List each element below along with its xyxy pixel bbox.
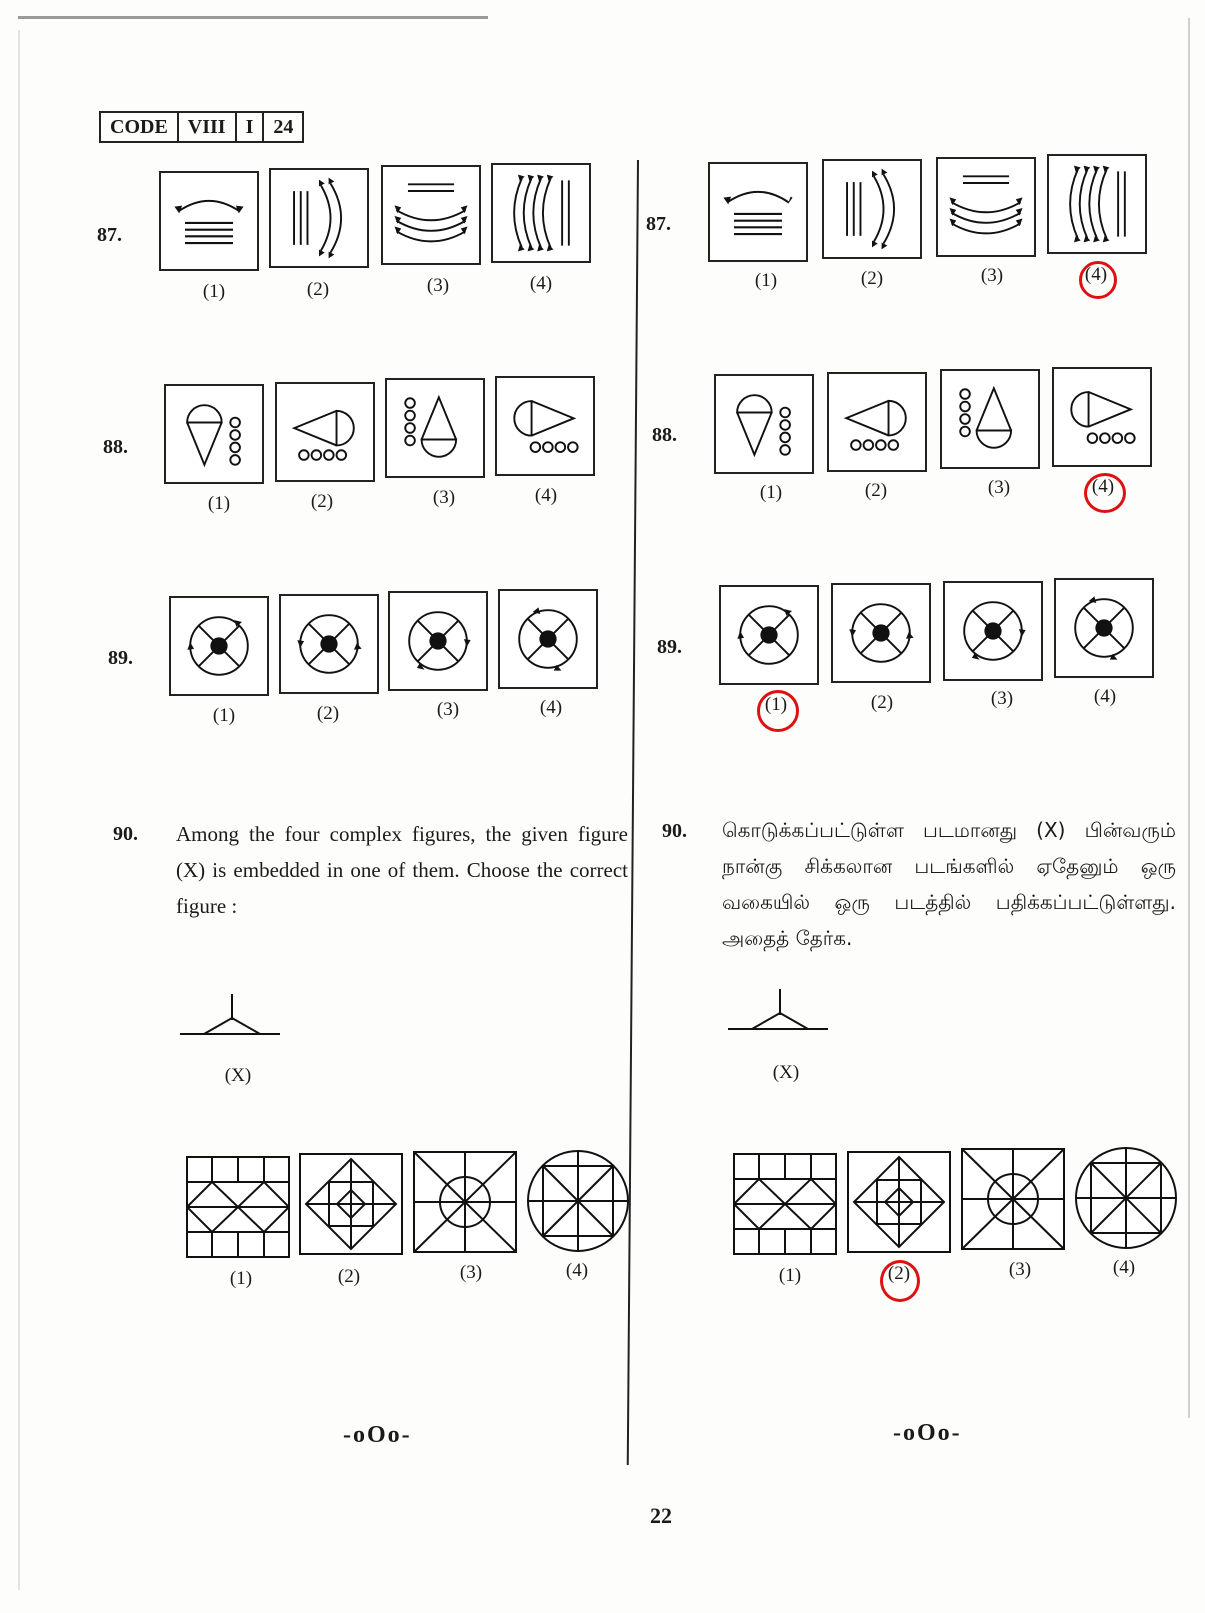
marked-answer-label: (2) <box>887 1263 911 1284</box>
option-label: (2) <box>316 703 340 724</box>
q89-right-option-4 <box>1054 578 1154 678</box>
q88-left-option-3 <box>385 378 485 478</box>
question-number: 87. <box>646 213 671 235</box>
q87-right-option-1 <box>708 162 808 262</box>
question-number: 90. <box>662 820 687 842</box>
q89-left-option-2 <box>279 594 379 694</box>
question-number: 88. <box>103 436 128 458</box>
option-label: (2) <box>860 268 884 289</box>
q90-right-figure-x <box>728 985 832 1041</box>
scan-edge-top <box>18 16 488 19</box>
code-cell: CODE <box>101 113 179 141</box>
option-label: (4) <box>534 485 558 506</box>
q90-right-option-1 <box>733 1153 837 1255</box>
question-number: 87. <box>97 224 122 246</box>
option-label: (3) <box>980 265 1004 286</box>
option-label: (2) <box>310 491 334 512</box>
scan-edge-right <box>1188 18 1190 1418</box>
marked-answer-label: (4) <box>1084 264 1108 285</box>
question-number: 90. <box>113 823 138 845</box>
q88-right-option-4 <box>1052 367 1152 467</box>
option-label: (4) <box>1093 686 1117 707</box>
q89-left-option-1 <box>169 596 269 696</box>
code-cell: I <box>237 113 265 141</box>
q88-right-option-2 <box>827 372 927 472</box>
option-label: (2) <box>870 692 894 713</box>
q90-left-option-4 <box>526 1149 630 1253</box>
option-label: (3) <box>987 477 1011 498</box>
option-label: (3) <box>432 487 456 508</box>
answer-circle-mark <box>757 690 799 732</box>
question-number: 88. <box>652 424 677 446</box>
option-label: (3) <box>436 699 460 720</box>
question-number: 89. <box>657 636 682 658</box>
option-label: (1) <box>778 1265 802 1286</box>
marked-answer-label: (1) <box>764 694 788 715</box>
q89-right-option-2 <box>831 583 931 683</box>
end-mark: -oOo- <box>343 1422 412 1448</box>
q90-left-figure-x <box>180 990 284 1046</box>
q88-right-option-1 <box>714 374 814 474</box>
q87-left-option-4 <box>491 163 591 263</box>
option-label: (3) <box>459 1262 483 1283</box>
q90-left-option-3 <box>413 1151 517 1253</box>
question-number: 89. <box>108 647 133 669</box>
figure-x-label: (X) <box>772 1062 800 1083</box>
answer-circle-mark <box>880 1260 920 1302</box>
q90-text-tamil: கொடுக்கப்பட்டுள்ள படமானது (X) பின்வரும் நான்கு சிக்கலான படங்களில் ஏதேனும் ஒரு வகையில் ஒரு படத்தில் பதிக்கப்பட்டுள்ளது. அதைத் தேர்க. <box>722 818 1176 950</box>
q90-right-option-4 <box>1074 1146 1178 1250</box>
option-label: (4) <box>565 1260 589 1281</box>
scan-edge-left <box>18 30 20 1590</box>
q87-right-option-2 <box>822 159 922 259</box>
q89-right-option-1 <box>719 585 819 685</box>
q88-left-option-2 <box>275 382 375 482</box>
q87-right-option-3 <box>936 157 1036 257</box>
option-label: (3) <box>1008 1259 1032 1280</box>
q87-right-option-4 <box>1047 154 1147 254</box>
q90-left-option-1 <box>186 1156 290 1258</box>
code-cell: VIII <box>179 113 237 141</box>
option-label: (1) <box>202 281 226 302</box>
option-label: (1) <box>759 482 783 503</box>
column-divider <box>627 160 639 1465</box>
option-label: (2) <box>337 1266 361 1287</box>
figure-x-label: (X) <box>224 1065 252 1086</box>
option-label: (4) <box>539 697 563 718</box>
end-mark: -oOo- <box>893 1420 962 1446</box>
answer-circle-mark <box>1084 473 1126 513</box>
option-label: (1) <box>207 493 231 514</box>
option-label: (1) <box>754 270 778 291</box>
option-label: (2) <box>864 480 888 501</box>
q89-left-option-4 <box>498 589 598 689</box>
option-label: (4) <box>1112 1257 1136 1278</box>
option-label: (3) <box>426 275 450 296</box>
code-box <box>99 111 304 143</box>
answer-circle-mark <box>1079 261 1117 299</box>
marked-answer-label: (4) <box>1091 476 1115 497</box>
option-label: (1) <box>229 1268 253 1289</box>
code-cell: 24 <box>273 116 294 138</box>
q89-right-option-3 <box>943 581 1043 681</box>
q88-left-option-4 <box>495 376 595 476</box>
q89-left-option-3 <box>388 591 488 691</box>
q90-right-option-2 <box>847 1151 951 1253</box>
q90-left-option-2 <box>299 1153 403 1255</box>
q87-left-option-2 <box>269 168 369 268</box>
page-number: 22 <box>650 1503 672 1528</box>
option-label: (3) <box>990 688 1014 709</box>
q90-right-option-3 <box>961 1148 1065 1250</box>
q87-left-option-1 <box>159 171 259 271</box>
q88-right-option-3 <box>940 369 1040 469</box>
option-label: (2) <box>306 279 330 300</box>
q87-left-option-3 <box>381 165 481 265</box>
q88-left-option-1 <box>164 384 264 484</box>
option-label: (4) <box>529 273 553 294</box>
q90-text-english: Among the four complex figures, the given figure (X) is embedded in one of them. Choose the correct figure : <box>176 822 628 918</box>
option-label: (1) <box>212 705 236 726</box>
